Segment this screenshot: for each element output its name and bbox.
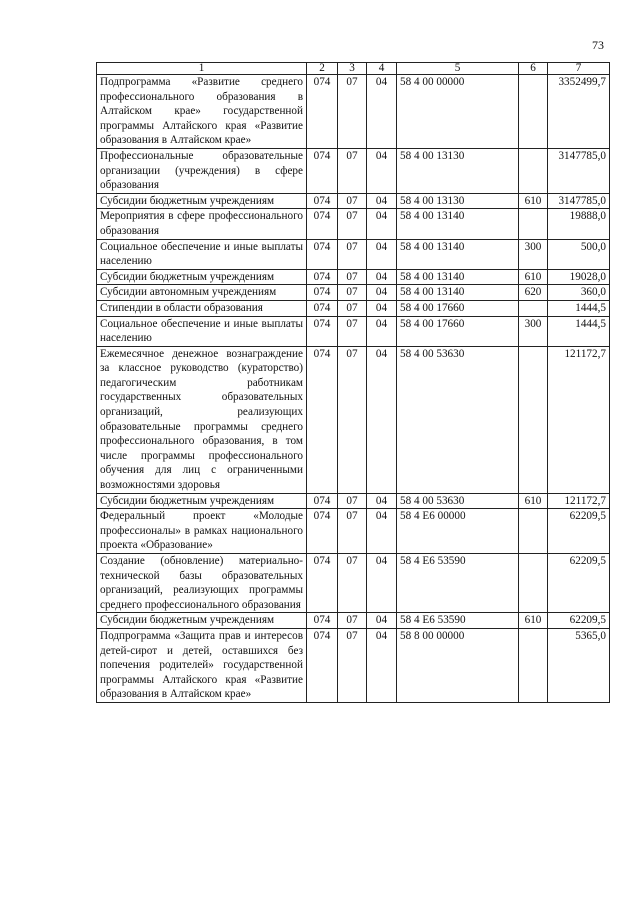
- admin-code-cell: 074: [307, 613, 338, 629]
- section-code-cell: 07: [338, 285, 367, 301]
- admin-code-cell: 074: [307, 509, 338, 554]
- page-number: 73: [592, 38, 604, 52]
- column-header: 4: [367, 63, 397, 75]
- amount-cell: 360,0: [548, 285, 610, 301]
- row-name-cell: Профессиональные образовательные организации (учреждения) в сфере образования: [97, 148, 307, 193]
- subsection-code-cell: 04: [367, 209, 397, 239]
- row-name-cell: Создание (обновление) материально-технической базы образовательных организаций, реализующих программы среднего профессионального образования: [97, 554, 307, 613]
- target-article-cell: 58 4 00 17660: [397, 316, 519, 346]
- row-name-cell: Социальное обеспечение и иные выплаты населению: [97, 239, 307, 269]
- section-code-cell: 07: [338, 75, 367, 149]
- section-code-cell: 07: [338, 148, 367, 193]
- table-row: [97, 300, 610, 316]
- section-code-cell: 07: [338, 613, 367, 629]
- row-name-cell: Подпрограмма «Защита прав и интересов детей-сирот и детей, оставшихся без попечения родителей» государственной программы Алтайского края «Развитие образования в Алтайском крае»: [97, 628, 307, 702]
- admin-code-cell: 074: [307, 285, 338, 301]
- target-article-cell: 58 4 00 13130: [397, 193, 519, 209]
- subsection-code-cell: 04: [367, 628, 397, 702]
- expense-type-cell: [519, 300, 548, 316]
- amount-cell: 500,0: [548, 239, 610, 269]
- column-header: 2: [307, 63, 338, 75]
- admin-code-cell: 074: [307, 193, 338, 209]
- column-header: 3: [338, 63, 367, 75]
- target-article-cell: 58 4 00 13140: [397, 239, 519, 269]
- amount-cell: 3352499,7: [548, 75, 610, 149]
- section-code-cell: 07: [338, 628, 367, 702]
- admin-code-cell: 074: [307, 148, 338, 193]
- amount-cell: 3147785,0: [548, 193, 610, 209]
- subsection-code-cell: 04: [367, 346, 397, 493]
- section-code-cell: 07: [338, 509, 367, 554]
- subsection-code-cell: 04: [367, 193, 397, 209]
- row-name-cell: Подпрограмма «Развитие среднего профессионального образования в Алтайском крае» государственной программы Алтайского края «Развитие образования в Алтайском крае»: [97, 75, 307, 149]
- target-article-cell: 58 4 00 13130: [397, 148, 519, 193]
- table-row: [97, 269, 610, 285]
- column-header: 6: [519, 63, 548, 75]
- expense-type-cell: [519, 75, 548, 149]
- table-row: [97, 193, 610, 209]
- amount-cell: 62209,5: [548, 554, 610, 613]
- expense-type-cell: [519, 148, 548, 193]
- expense-type-cell: 300: [519, 316, 548, 346]
- target-article-cell: 58 4 E6 53590: [397, 613, 519, 629]
- admin-code-cell: 074: [307, 493, 338, 509]
- section-code-cell: 07: [338, 269, 367, 285]
- expense-type-cell: [519, 509, 548, 554]
- row-name-cell: Ежемесячное денежное вознаграждение за классное руководство (кураторство) педагогическим работникам государственных образовательных организаций, реализующих образовательные программы среднего профессионального образования, в том числе программы профессионального обучения для лиц с ограниченными возможностями здоровья: [97, 346, 307, 493]
- target-article-cell: 58 4 00 17660: [397, 300, 519, 316]
- target-article-cell: 58 4 00 53630: [397, 346, 519, 493]
- amount-cell: 5365,0: [548, 628, 610, 702]
- admin-code-cell: 074: [307, 554, 338, 613]
- table-row: [97, 148, 610, 193]
- subsection-code-cell: 04: [367, 316, 397, 346]
- table-row: [97, 628, 610, 702]
- row-name-cell: Субсидии бюджетным учреждениям: [97, 493, 307, 509]
- amount-cell: 62209,5: [548, 613, 610, 629]
- expense-type-cell: [519, 554, 548, 613]
- admin-code-cell: 074: [307, 628, 338, 702]
- amount-cell: 121172,7: [548, 493, 610, 509]
- subsection-code-cell: 04: [367, 613, 397, 629]
- target-article-cell: 58 4 E6 53590: [397, 554, 519, 613]
- amount-cell: 62209,5: [548, 509, 610, 554]
- admin-code-cell: 074: [307, 346, 338, 493]
- admin-code-cell: 074: [307, 269, 338, 285]
- admin-code-cell: 074: [307, 209, 338, 239]
- expense-type-cell: 610: [519, 193, 548, 209]
- target-article-cell: 58 4 00 00000: [397, 75, 519, 149]
- section-code-cell: 07: [338, 346, 367, 493]
- section-code-cell: 07: [338, 193, 367, 209]
- section-code-cell: 07: [338, 554, 367, 613]
- amount-cell: 19028,0: [548, 269, 610, 285]
- row-name-cell: Субсидии бюджетным учреждениям: [97, 193, 307, 209]
- target-article-cell: 58 4 00 13140: [397, 209, 519, 239]
- amount-cell: 1444,5: [548, 316, 610, 346]
- section-code-cell: 07: [338, 239, 367, 269]
- table-row: [97, 509, 610, 554]
- row-name-cell: Мероприятия в сфере профессионального образования: [97, 209, 307, 239]
- section-code-cell: 07: [338, 209, 367, 239]
- table-row: [97, 613, 610, 629]
- admin-code-cell: 074: [307, 300, 338, 316]
- target-article-cell: 58 4 00 13140: [397, 285, 519, 301]
- admin-code-cell: 074: [307, 316, 338, 346]
- column-header: 5: [397, 63, 519, 75]
- amount-cell: 121172,7: [548, 346, 610, 493]
- subsection-code-cell: 04: [367, 300, 397, 316]
- amount-cell: 19888,0: [548, 209, 610, 239]
- expense-type-cell: 610: [519, 613, 548, 629]
- subsection-code-cell: 04: [367, 554, 397, 613]
- target-article-cell: 58 4 E6 00000: [397, 509, 519, 554]
- table-row: [97, 554, 610, 613]
- column-number-row: [97, 63, 610, 75]
- expense-type-cell: [519, 209, 548, 239]
- column-header: 1: [97, 63, 307, 75]
- subsection-code-cell: 04: [367, 509, 397, 554]
- row-name-cell: Субсидии бюджетным учреждениям: [97, 269, 307, 285]
- section-code-cell: 07: [338, 316, 367, 346]
- subsection-code-cell: 04: [367, 269, 397, 285]
- target-article-cell: 58 8 00 00000: [397, 628, 519, 702]
- expense-type-cell: 620: [519, 285, 548, 301]
- subsection-code-cell: 04: [367, 75, 397, 149]
- table-row: [97, 346, 610, 493]
- budget-table: [96, 62, 610, 703]
- section-code-cell: 07: [338, 300, 367, 316]
- expense-type-cell: 610: [519, 493, 548, 509]
- amount-cell: 3147785,0: [548, 148, 610, 193]
- expense-type-cell: [519, 628, 548, 702]
- row-name-cell: Социальное обеспечение и иные выплаты населению: [97, 316, 307, 346]
- subsection-code-cell: 04: [367, 148, 397, 193]
- row-name-cell: Субсидии бюджетным учреждениям: [97, 613, 307, 629]
- column-header: 7: [548, 63, 610, 75]
- row-name-cell: Федеральный проект «Молодые профессионалы» в рамках национального проекта «Образование»: [97, 509, 307, 554]
- admin-code-cell: 074: [307, 75, 338, 149]
- table-row: [97, 493, 610, 509]
- target-article-cell: 58 4 00 13140: [397, 269, 519, 285]
- admin-code-cell: 074: [307, 239, 338, 269]
- table-row: [97, 285, 610, 301]
- table-row: [97, 316, 610, 346]
- row-name-cell: Стипендии в области образования: [97, 300, 307, 316]
- row-name-cell: Субсидии автономным учреждениям: [97, 285, 307, 301]
- table-row: [97, 75, 610, 149]
- subsection-code-cell: 04: [367, 285, 397, 301]
- expense-type-cell: 300: [519, 239, 548, 269]
- target-article-cell: 58 4 00 53630: [397, 493, 519, 509]
- expense-type-cell: 610: [519, 269, 548, 285]
- subsection-code-cell: 04: [367, 493, 397, 509]
- table-row: [97, 209, 610, 239]
- amount-cell: 1444,5: [548, 300, 610, 316]
- expense-type-cell: [519, 346, 548, 493]
- section-code-cell: 07: [338, 493, 367, 509]
- table-row: [97, 239, 610, 269]
- subsection-code-cell: 04: [367, 239, 397, 269]
